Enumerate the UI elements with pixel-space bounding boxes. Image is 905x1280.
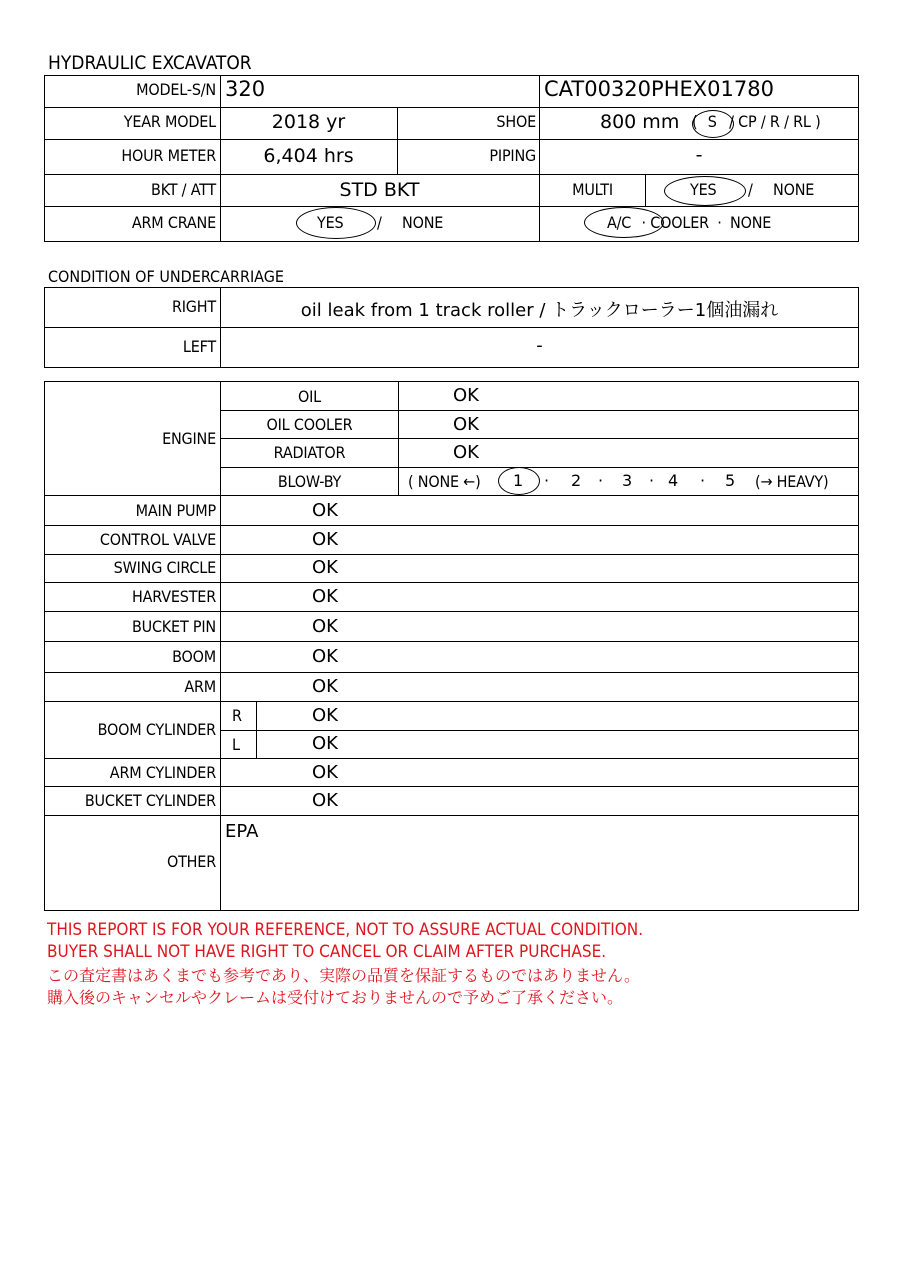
multi-selected-circle [664, 176, 746, 206]
undercarriage-right-value: oil leak from 1 track roller / トラックローラー1個油漏れ [300, 300, 779, 321]
ac-dot-1: · [641, 213, 646, 232]
boom-value: OK [312, 646, 338, 667]
shoe-option-cp: CP [738, 112, 757, 131]
shoe-sep-3: / [784, 112, 789, 131]
engine-oil-cooler-label: OIL COOLER [266, 415, 353, 434]
bucket-pin-value: OK [312, 616, 338, 637]
blow-by-scale-open: ( NONE ←) [408, 472, 481, 491]
ac-selected-circle [584, 207, 664, 238]
main-pump-label: MAIN PUMP [135, 501, 216, 520]
boom-cylinder-l-label: L [232, 735, 240, 754]
shoe-open-paren: ( [692, 112, 698, 131]
engine-radiator-label: RADIATOR [273, 443, 346, 462]
engine-oil-value: OK [453, 385, 479, 406]
year-model-value: 2018 yr [271, 111, 346, 133]
bucket-pin-label: BUCKET PIN [131, 617, 216, 636]
year-model-label: YEAR MODEL [123, 112, 216, 131]
arm-label: ARM [184, 677, 216, 696]
arm-crane-selected-circle [296, 207, 376, 239]
arm-cylinder-label: ARM CYLINDER [109, 763, 216, 782]
page-title: HYDRAULIC EXCAVATOR [48, 52, 252, 74]
blow-by-3: 3 [622, 471, 632, 490]
undercarriage-right-label: RIGHT [171, 297, 216, 316]
swing-circle-value: OK [312, 557, 338, 578]
arm-crane-yes: YES [317, 213, 344, 232]
bucket-cylinder-label: BUCKET CYLINDER [84, 791, 216, 810]
blow-by-label: BLOW-BY [277, 472, 342, 491]
blow-by-scale-close: (→ HEAVY) [755, 472, 829, 491]
shoe-width-value: 800 mm [600, 111, 680, 133]
shoe-option-r: R [769, 112, 780, 131]
disclaimer-line-4: 購入後のキャンセルやクレームは受付けておりませんので予めご了承ください。 [47, 988, 624, 1007]
undercarriage-left-value: - [536, 335, 543, 356]
undercarriage-heading: CONDITION OF UNDERCARRIAGE [48, 267, 284, 286]
control-valve-label: CONTROL VALVE [99, 530, 216, 549]
arm-cylinder-value: OK [312, 762, 338, 783]
shoe-selected-circle [692, 110, 734, 138]
multi-label: MULTI [572, 180, 613, 199]
shoe-option-s: S [707, 112, 717, 131]
model-sn-label: MODEL-S/N [136, 80, 216, 99]
engine-radiator-value: OK [453, 442, 479, 463]
shoe-sep-2: / [760, 112, 766, 131]
blow-by-selected-circle [498, 467, 540, 495]
other-label: OTHER [166, 852, 216, 871]
swing-circle-label: SWING CIRCLE [113, 558, 216, 577]
bucket-cylinder-value: OK [312, 790, 338, 811]
arm-crane-none: NONE [402, 213, 444, 232]
blow-by-dot-4: · [700, 471, 705, 490]
ac-none-option: NONE [730, 213, 772, 232]
disclaimer-line-3: この査定書はあくまでも参考であり、実際の品質を保証するものではありません。 [47, 966, 640, 985]
model-value: 320 [225, 77, 266, 101]
main-pump-value: OK [312, 500, 338, 521]
piping-label: PIPING [489, 146, 536, 165]
other-value: EPA [225, 821, 259, 842]
harvester-label: HARVESTER [132, 587, 216, 606]
arm-crane-label: ARM CRANE [131, 213, 216, 232]
blow-by-4: 4 [668, 471, 678, 490]
shoe-close-paren: ) [815, 112, 821, 131]
blow-by-1: 1 [513, 471, 523, 490]
engine-label: ENGINE [162, 429, 216, 448]
disclaimer-line-1: THIS REPORT IS FOR YOUR REFERENCE, NOT TO ASSURE ACTUAL CONDITION. [47, 920, 644, 940]
cooler-option: COOLER [650, 213, 709, 232]
multi-none: NONE [773, 180, 815, 199]
blow-by-5: 5 [725, 471, 735, 490]
shoe-option-rl: RL [793, 112, 811, 131]
engine-oil-cooler-value: OK [453, 414, 479, 435]
blow-by-2: 2 [571, 471, 581, 490]
boom-cylinder-r-value: OK [312, 705, 338, 726]
blow-by-dot-1: · [544, 471, 549, 490]
shoe-label: SHOE [496, 112, 536, 131]
harvester-value: OK [312, 586, 338, 607]
multi-yes: YES [690, 180, 717, 199]
ac-option: A/C [607, 213, 632, 232]
undercarriage-left-label: LEFT [182, 337, 216, 356]
serial-number-value: CAT00320PHEX01780 [544, 77, 774, 101]
piping-value: - [695, 144, 703, 166]
blow-by-dot-2: · [598, 471, 603, 490]
engine-oil-label: OIL [298, 387, 321, 406]
control-valve-value: OK [312, 529, 338, 550]
bkt-att-label: BKT / ATT [151, 180, 216, 199]
shoe-sep-1: / [729, 112, 734, 131]
hour-meter-value: 6,404 hrs [263, 145, 354, 167]
boom-cylinder-r-label: R [232, 706, 242, 725]
multi-sep: / [748, 180, 753, 199]
bkt-att-value: STD BKT [339, 179, 420, 201]
boom-cylinder-l-value: OK [312, 733, 338, 754]
boom-label: BOOM [172, 647, 216, 666]
arm-value: OK [312, 676, 338, 697]
ac-dot-2: · [717, 213, 722, 232]
boom-cylinder-label: BOOM CYLINDER [97, 720, 216, 739]
hour-meter-label: HOUR METER [121, 146, 216, 165]
arm-crane-sep: / [377, 213, 382, 232]
disclaimer-line-2: BUYER SHALL NOT HAVE RIGHT TO CANCEL OR CLAIM AFTER PURCHASE. [47, 942, 607, 962]
blow-by-dot-3: · [649, 471, 654, 490]
